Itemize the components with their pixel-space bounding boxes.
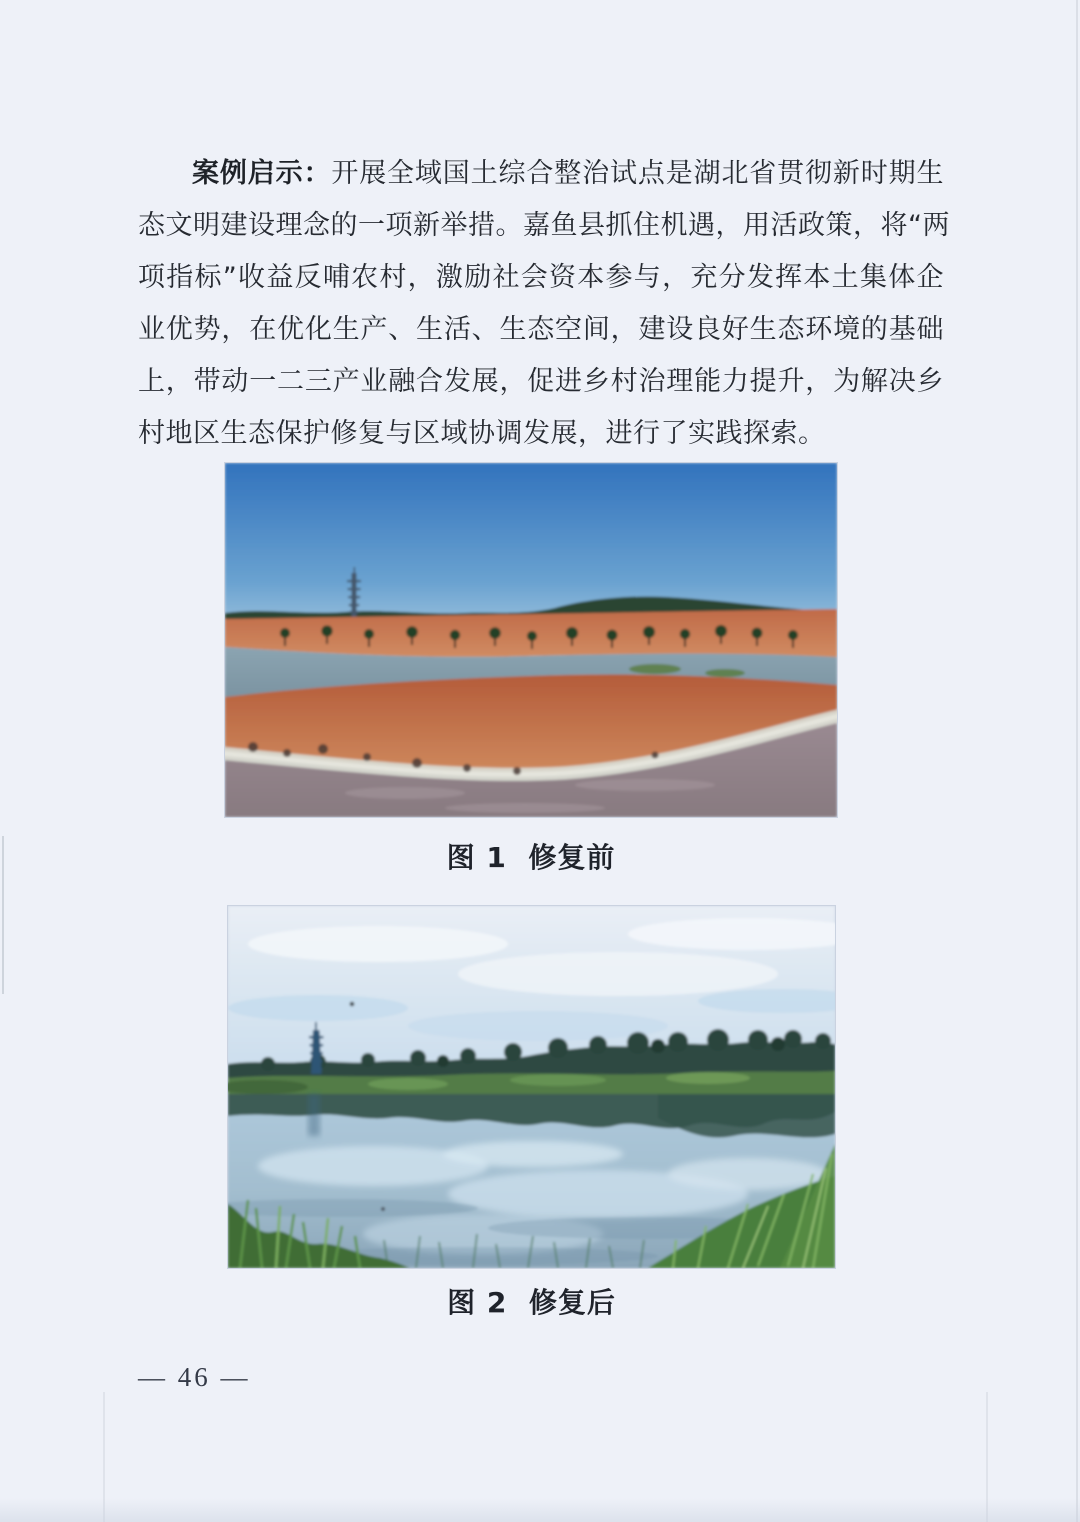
photo-before-restoration — [225, 463, 837, 817]
paragraph-line: 项指标”收益反哺农村，激励社会资本参与，充分发挥本土集体企 — [138, 262, 944, 293]
scan-edge-line-left — [2, 836, 4, 994]
scan-edge-line-right — [1076, 0, 1078, 1522]
figure-1-caption: 图 1 修复前 — [446, 841, 616, 874]
paragraph-line: 上，带动一二三产业融合发展，促进乡村治理能力提升，为解决乡 — [138, 366, 944, 397]
paragraph-line: 村地区生态保护修复与区域协调发展，进行了实践探索。 — [138, 418, 826, 449]
page-number: — 46 — — [138, 1362, 251, 1392]
pagoda-reflection — [308, 1094, 320, 1136]
photo-after-restoration — [228, 906, 835, 1268]
after-photo-illustration — [228, 906, 835, 1268]
paragraph-line-text: 开展全域国土综合整治试点是湖北省贯彻新时期生 — [331, 158, 945, 189]
scan-bottom-shade — [0, 1498, 1080, 1522]
bird-speck — [350, 1002, 355, 1007]
case-insight-paragraph — [138, 148, 950, 460]
before-photo-illustration — [225, 463, 837, 817]
paragraph-line: 业优势，在优化生产、生活、生态空间，建设良好生态环境的基础 — [138, 314, 944, 345]
figure-2-caption: 图 2 修复后 — [447, 1286, 616, 1319]
water-speck — [381, 1207, 385, 1211]
paragraph-line — [138, 148, 944, 200]
paragraph-lead: 案例启示： — [192, 158, 332, 189]
paragraph-line: 态文明建设理念的一项新举措。嘉鱼县抓住机遇，用活政策，将“两 — [138, 210, 950, 241]
